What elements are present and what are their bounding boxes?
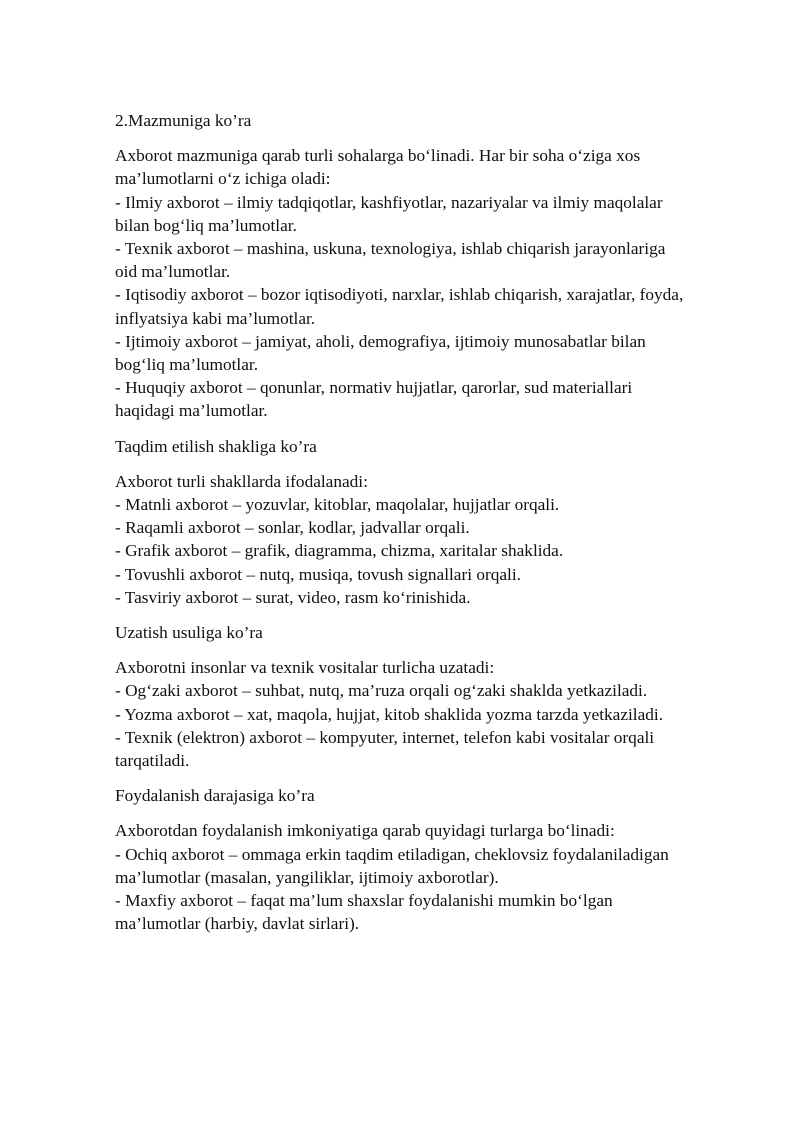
text-line: - Raqamli axborot – sonlar, kodlar, jadvallar orqali. [115, 518, 470, 538]
text-line: - Grafik axborot – grafik, diagramma, chizma, xaritalar shaklida. [115, 541, 564, 561]
text-line: Axborot mazmuniga qarab turli sohalarga bo‘linadi. Har bir soha o‘ziga xos [115, 146, 641, 166]
text-line: - Texnik axborot – mashina, uskuna, texnologiya, ishlab chiqarish jarayonlariga [115, 239, 666, 259]
text-line: bilan bog‘liq ma’lumotlar. [115, 215, 297, 235]
text-line: ma’lumotlar (masalan, yangiliklar, ijtimoiy axborotlar). [115, 867, 499, 887]
section-body-usage [115, 819, 735, 935]
text-line: tarqatiladi. [115, 751, 190, 771]
text-line: Axborotni insonlar va texnik vositalar turlicha uzatadi: [115, 658, 495, 678]
text-line: oid ma’lumotlar. [115, 262, 231, 282]
text-line: bog‘liq ma’lumotlar. [115, 355, 259, 375]
text-line: - Yozma axborot – xat, maqola, hujjat, kitob shaklida yozma tarzda yetkaziladi. [115, 704, 664, 724]
text-line: - Huquqiy axborot – qonunlar, normativ hujjatlar, qarorlar, sud materiallari [115, 378, 633, 398]
text-line: ma’lumotlarni o‘z ichiga oladi: [115, 169, 331, 189]
text-line: - Tasviriy axborot – surat, video, rasm ko‘rinishida. [115, 587, 471, 607]
text-line: haqidagi ma’lumotlar. [115, 401, 268, 421]
text-line: - Tovushli axborot – nutq, musiqa, tovush signallari orqali. [115, 564, 521, 584]
section-heading-usage: Foydalanish darajasiga ko’ra [115, 786, 315, 806]
text-line: - Iqtisodiy axborot – bozor iqtisodiyoti, narxlar, ishlab chiqarish, xarajatlar, foyda, [115, 285, 684, 305]
text-line: Axborotdan foydalanish imkoniyatiga qarab quyidagi turlarga bo‘linadi: [115, 821, 615, 841]
text-line: - Og‘zaki axborot – suhbat, nutq, ma’ruza orqali og‘zaki shaklda yetkaziladi. [115, 681, 648, 701]
section-heading-presentation: Taqdim etilish shakliga ko’ra [115, 436, 317, 456]
text-line: - Ilmiy axborot – ilmiy tadqiqotlar, kashfiyotlar, nazariyalar va ilmiy maqolalar [115, 192, 663, 212]
section-heading-transmission: Uzatish usuliga ko’ra [115, 623, 263, 643]
text-line: - Texnik (elektron) axborot – kompyuter, internet, telefon kabi vositalar orqali [115, 727, 655, 747]
document-page [115, 109, 735, 948]
section-body-content [115, 144, 735, 422]
section-body-presentation [115, 470, 735, 609]
text-line: ma’lumotlar (harbiy, davlat sirlari). [115, 914, 360, 934]
text-line: inflyatsiya kabi ma’lumotlar. [115, 308, 316, 328]
text-line: - Matnli axborot – yozuvlar, kitoblar, maqolalar, hujjatlar orqali. [115, 495, 560, 515]
text-line: Axborot turli shakllarda ifodalanadi: [115, 471, 368, 491]
section-body-transmission [115, 656, 735, 772]
section-heading-content: 2.Mazmuniga ko’ra [115, 111, 252, 130]
text-line: - Ijtimoiy axborot – jamiyat, aholi, demografiya, ijtimoiy munosabatlar bilan [115, 331, 646, 351]
text-line: - Ochiq axborot – ommaga erkin taqdim etiladigan, cheklovsiz foydalaniladigan [115, 844, 669, 864]
text-line: - Maxfiy axborot – faqat ma’lum shaxslar foydalanishi mumkin bo‘lgan [115, 891, 613, 911]
